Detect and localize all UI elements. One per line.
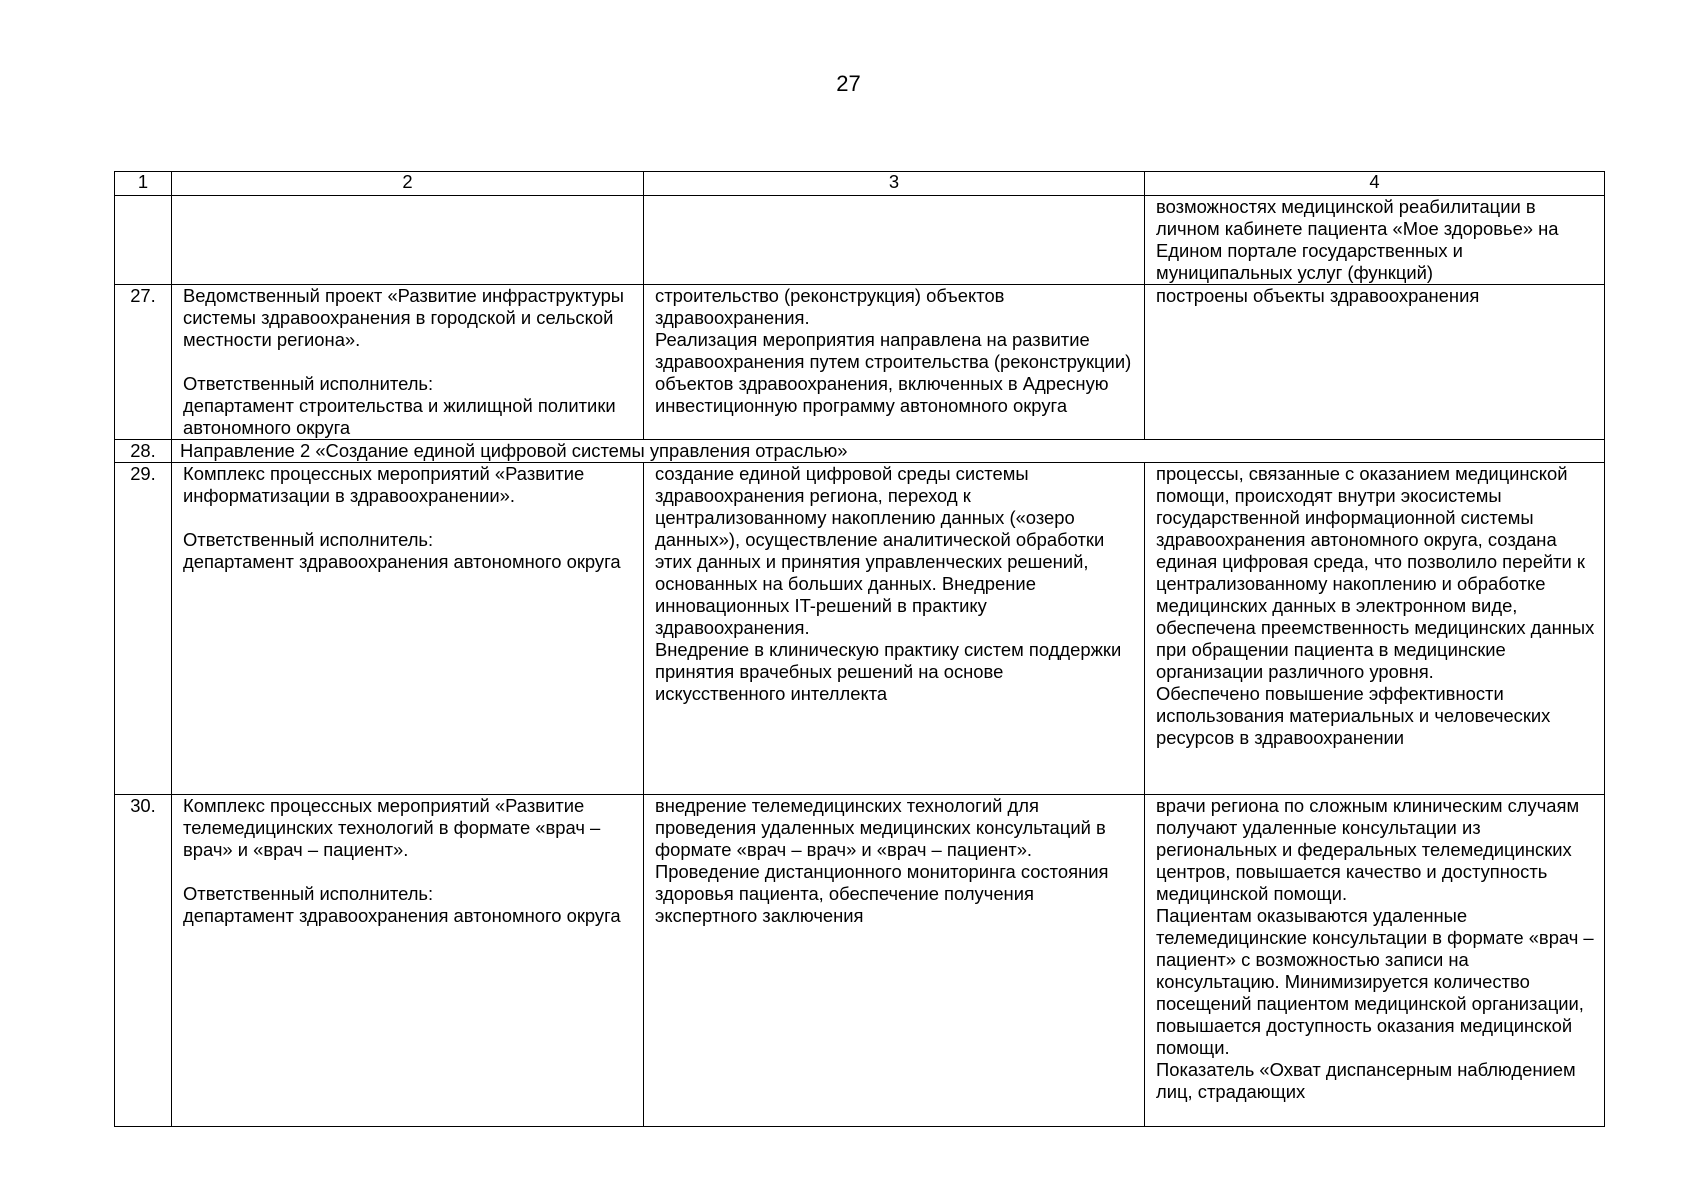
row-number [115, 196, 172, 285]
activity-cell: Комплекс процессных мероприятий «Развитие информатизации в здравоохранении». Ответственный исполнитель: департамент здравоохранения автономного округа [172, 463, 644, 795]
result-cell: построены объекты здравоохранения [1145, 285, 1605, 440]
table-row [115, 196, 1605, 285]
description-cell: создание единой цифровой среды системы здравоохранения региона, переход к централизованному накоплению данных («озеро данных»), осуществление аналитической обработки этих данных и принятия управленческих решений, основанных на больших данных. Внедрение инновационных IT-решений в практику здравоохранения. Внедрение в клиническую практику систем поддержки принятия врачебных решений на основе искусственного интеллекта [644, 463, 1145, 795]
table-row [115, 463, 1605, 795]
table-header-row [115, 172, 1605, 196]
result-cell: процессы, связанные с оказанием медицинской помощи, происходят внутри экосистемы государственной информационной системы здравоохранения автономного округа, создана единая цифровая среда, что позволило перейти к централизованному накоплению и обработке медицинских данных в электронном виде, обеспечена преемственность медицинских данных при обращении пациента в медицинские организации различного уровня. Обеспечено повышение эффективности использования материальных и человеческих ресурсов в здравоохранении [1145, 463, 1605, 795]
description-cell: строительство (реконструкция) объектов здравоохранения. Реализация мероприятия направлена на развитие здравоохранения путем строительства (реконструкции) объектов здравоохранения, включенных в Адресную инвестиционную программу автономного округа [644, 285, 1145, 440]
activity-cell: Комплекс процессных мероприятий «Развитие телемедицинских технологий в формате «врач – врач» и «врач – пациент». Ответственный исполнитель: департамент здравоохранения автономного округа [172, 795, 644, 1127]
row-number: 28. [115, 440, 172, 463]
column-header: 1 [115, 172, 172, 196]
page-number: 27 [836, 71, 861, 96]
table-row [115, 440, 1605, 463]
row-number: 27. [115, 285, 172, 440]
row-number: 29. [115, 463, 172, 795]
result-cell: возможностях медицинской реабилитации в личном кабинете пациента «Мое здоровье» на Едином портале государственных и муниципальных услуг (функций) [1145, 196, 1605, 285]
table-row [115, 795, 1605, 1127]
direction-heading: Направление 2 «Создание единой цифровой системы управления отраслью» [172, 440, 1605, 463]
description-cell [644, 196, 1145, 285]
row-number: 30. [115, 795, 172, 1127]
column-header: 2 [172, 172, 644, 196]
activities-table [114, 171, 1605, 1127]
column-header: 4 [1145, 172, 1605, 196]
activity-cell [172, 196, 644, 285]
activity-cell: Ведомственный проект «Развитие инфраструктуры системы здравоохранения в городской и сельской местности региона». Ответственный исполнитель: департамент строительства и жилищной политики автономного округа [172, 285, 644, 440]
table-row [115, 285, 1605, 440]
result-cell: врачи региона по сложным клиническим случаям получают удаленные консультации из региональных и федеральных телемедицинских центров, повышается качество и доступность медицинской помощи. Пациентам оказываются удаленные телемедицинские консультации в формате «врач – пациент» с возможностью записи на консультацию. Минимизируется количество посещений пациентом медицинской организации, повышается доступность оказания медицинской помощи. Показатель «Охват диспансерным наблюдением лиц, страдающих [1145, 795, 1605, 1127]
column-header: 3 [644, 172, 1145, 196]
description-cell: внедрение телемедицинских технологий для проведения удаленных медицинских консультаций в формате «врач – врач» и «врач – пациент». Проведение дистанционного мониторинга состояния здоровья пациента, обеспечение получения экспертного заключения [644, 795, 1145, 1127]
